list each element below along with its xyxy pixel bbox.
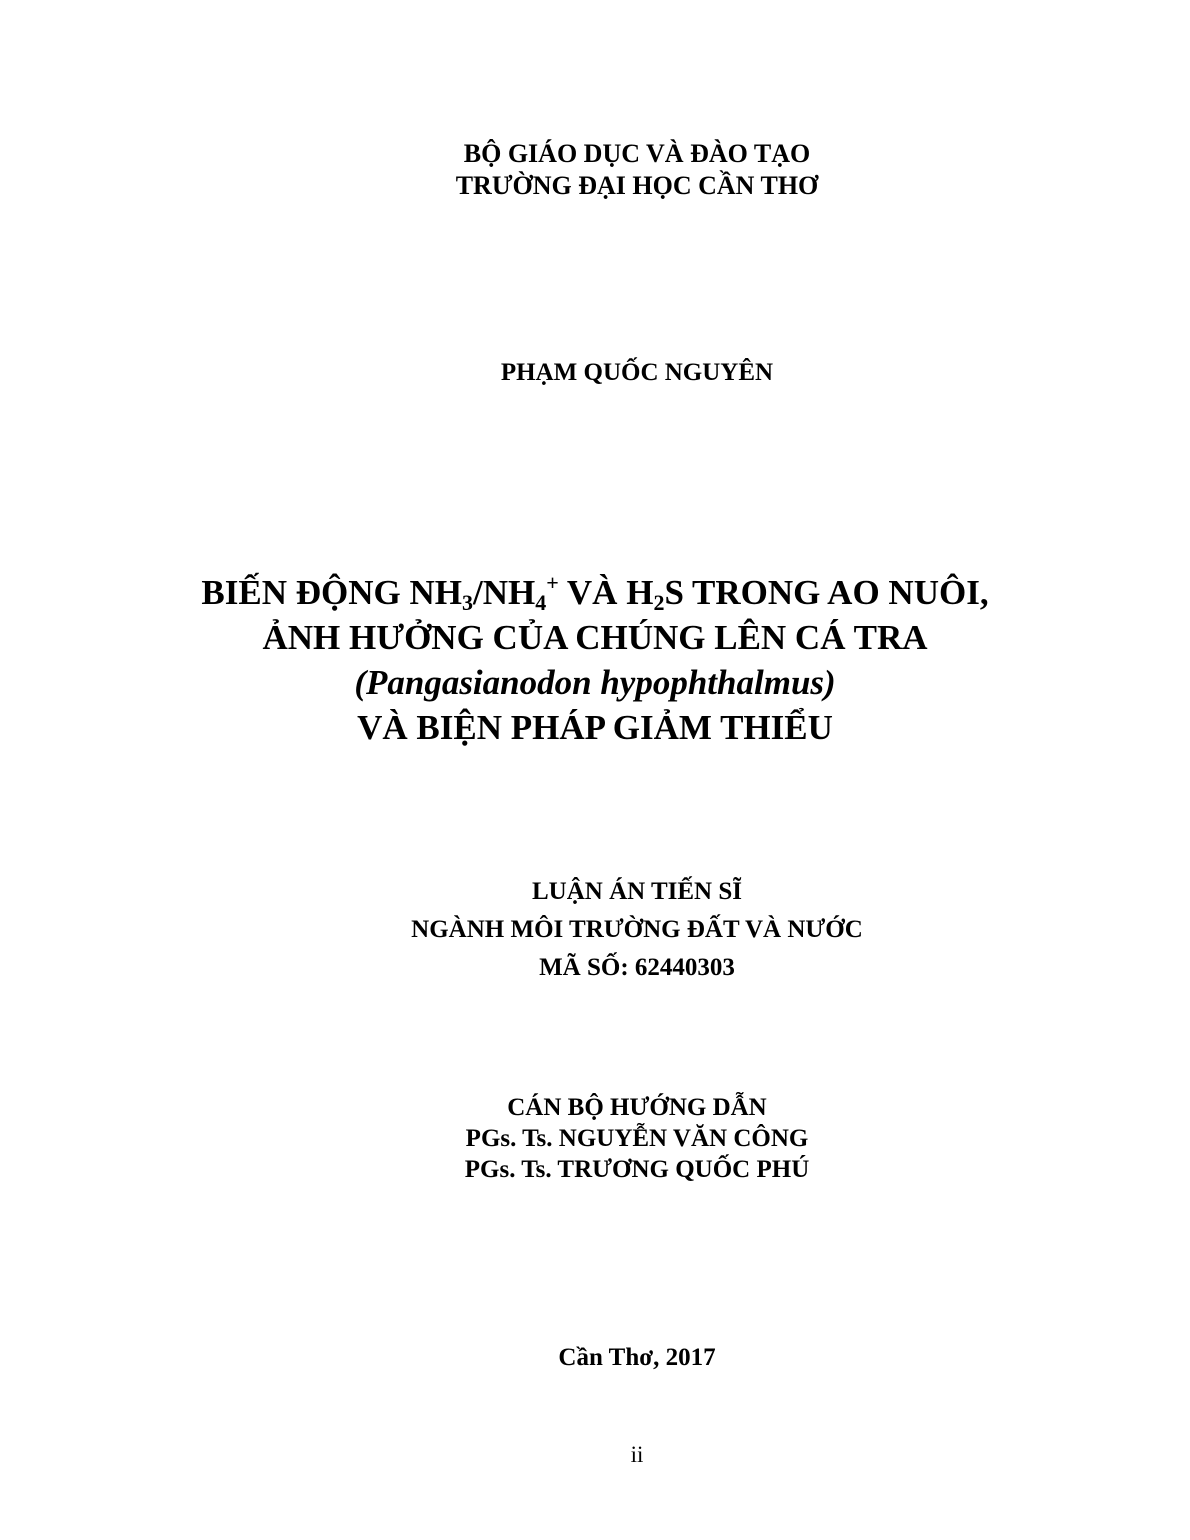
advisor-2: PGs. Ts. TRƯƠNG QUỐC PHÚ (464, 1156, 810, 1183)
title-line-4: VÀ BIỆN PHÁP GIẢM THIỂU (357, 708, 833, 747)
author-name: PHẠM QUỐC NGUYÊN (500, 359, 774, 386)
ministry-name: BỘ GIÁO DỤC VÀ ĐÀO TẠO (463, 139, 811, 168)
page-number: ii (630, 1442, 644, 1467)
university-name: TRƯỜNG ĐẠI HỌC CẦN THƠ (455, 171, 819, 200)
title-scientific-name: (Pangasianodon hypophthalmus) (354, 663, 836, 702)
degree-type: LUẬN ÁN TIẾN SĨ (531, 878, 742, 905)
advisors-section (42, 1092, 1190, 1185)
title-line-2: ẢNH HƯỞNG CỦA CHÚNG LÊN CÁ TRA (262, 618, 928, 657)
advisor-1: PGs. Ts. NGUYỄN VĂN CÔNG (465, 1125, 809, 1152)
title-line-1: BIẾN ĐỘNG $NH_3/NH_4^+$ VÀ $H_2S$ TRONG AO NUÔI, (201, 570, 989, 615)
degree-code: MÃ SỐ: 62440303 (539, 954, 735, 981)
degree-major: NGÀNH MÔI TRƯỜNG ĐẤT VÀ NƯỚC (411, 916, 863, 943)
place-and-year: Cần Thơ, 2017 (558, 1344, 716, 1371)
thesis-title (0, 570, 1190, 750)
advisors-heading: CÁN BỘ HƯỚNG DẪN (507, 1094, 767, 1121)
institution-header (42, 138, 1190, 202)
degree-info (42, 873, 1190, 987)
